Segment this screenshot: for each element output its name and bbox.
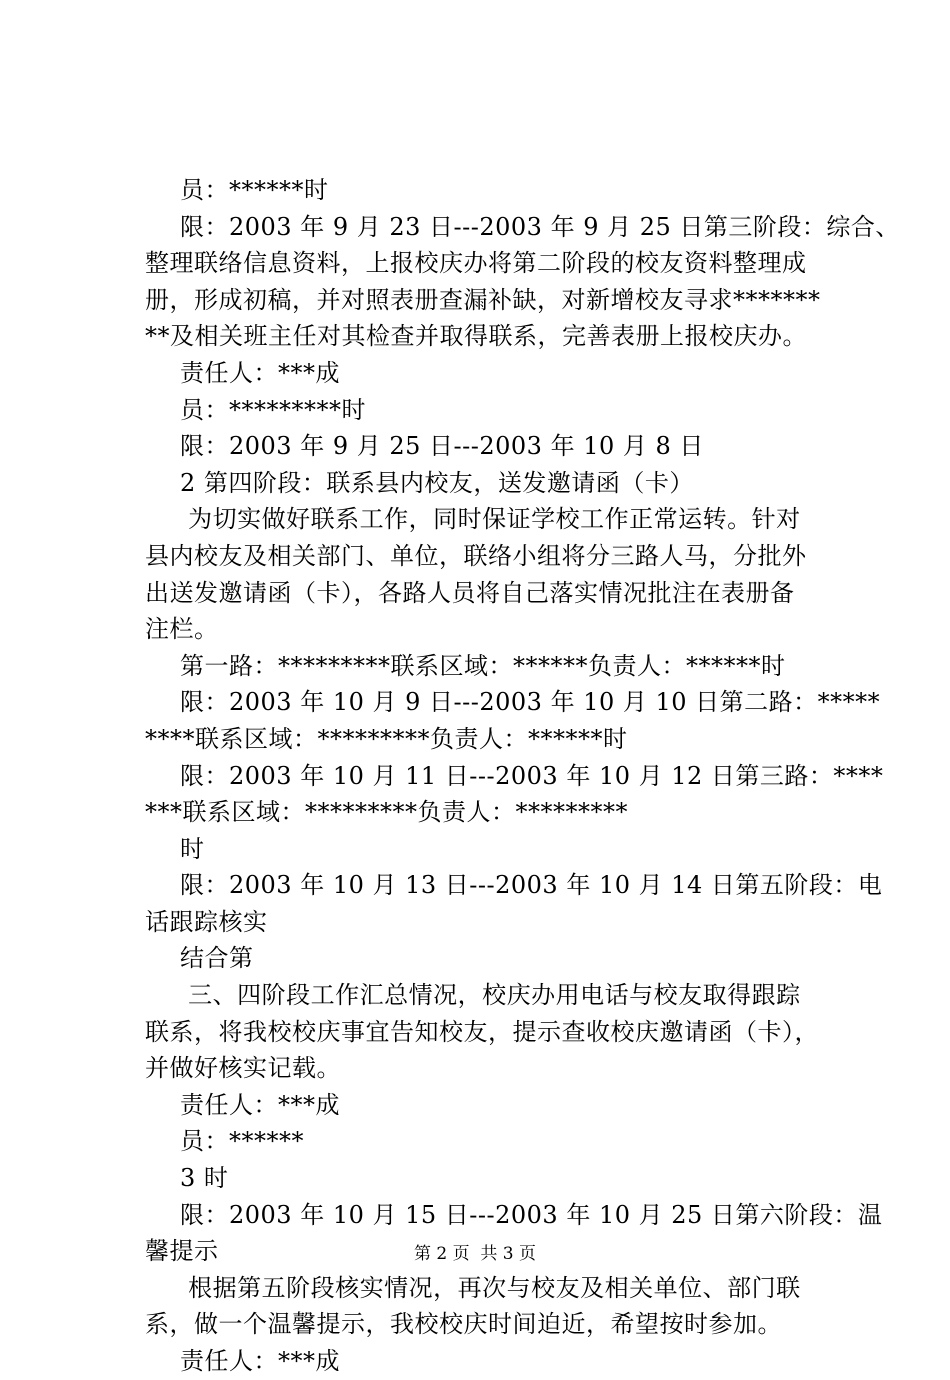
text-line: 员：****** xyxy=(180,1127,304,1156)
text-line: 时 xyxy=(180,834,205,863)
text-line: 限：2003 年 10 月 9 日---2003 年 10 月 10 日第二路：***** xyxy=(180,688,881,717)
text-line: 结合第 xyxy=(180,944,254,973)
text-line: 责任人：***成 xyxy=(180,1090,340,1119)
text-line: 联系，将我校校庆事宜告知校友，提示查收校庆邀请函（卡）， xyxy=(145,1017,819,1046)
text-line: 第一路：*********联系区域：******负责人：******时 xyxy=(180,651,786,680)
text-line: 为切实做好联系工作，同时保证学校工作正常运转。针对 xyxy=(180,505,801,534)
text-line: 责任人：***成 xyxy=(180,358,340,387)
text-line: ***联系区域：*********负责人：********* xyxy=(145,798,628,827)
text-line: 3 时 xyxy=(180,1164,229,1193)
text-line: 员：*********时 xyxy=(180,395,366,424)
text-line: 根据第五阶段核实情况，再次与校友及相关单位、部门联 xyxy=(180,1273,801,1302)
text-line: 限：2003 年 9 月 25 日---2003 年 10 月 8 日 xyxy=(180,432,704,461)
document-body xyxy=(145,172,900,1380)
text-line: 限：2003 年 10 月 13 日---2003 年 10 月 14 日第五阶段：电 xyxy=(180,871,883,900)
text-line: **及相关班主任对其检查并取得联系，完善表册上报校庆办。 xyxy=(145,322,807,351)
text-line: ****联系区域：*********负责人：******时 xyxy=(145,724,628,753)
text-line: 限：2003 年 10 月 15 日---2003 年 10 月 25 日第六阶段：温 xyxy=(180,1200,883,1229)
text-line: 员：******时 xyxy=(180,176,329,204)
text-line: 县内校友及相关部门、单位，联络小组将分三路人马，分批外 xyxy=(145,541,807,570)
text-line: 整理联络信息资料，上报校庆办将第二阶段的校友资料整理成 xyxy=(145,249,807,278)
text-line: 并做好核实记载。 xyxy=(145,1054,341,1083)
text-line: 册，形成初稿，并对照表册查漏补缺，对新增校友寻求******* xyxy=(145,285,821,314)
text-line: 限：2003 年 9 月 23 日---2003 年 9 月 25 日第三阶段：综合、 xyxy=(180,212,900,241)
text-line: 三、四阶段工作汇总情况，校庆办用电话与校友取得跟踪 xyxy=(180,981,801,1010)
text-line: 系，做一个温馨提示，我校校庆时间迫近，希望按时参加。 xyxy=(145,1310,782,1339)
text-line: 注栏。 xyxy=(145,615,219,644)
text-line: 2 第四阶段：联系县内校友，送发邀请函（卡） xyxy=(180,468,694,497)
text-line: 责任人：***成 xyxy=(180,1347,340,1375)
page-footer: 第 2 页 共 3 页 xyxy=(413,1244,537,1264)
text-line: 馨提示 xyxy=(145,1237,219,1266)
text-line: 出送发邀请函（卡），各路人员将自己落实情况批注在表册备 xyxy=(145,578,795,607)
text-line: 话跟踪核实 xyxy=(145,907,268,936)
text-line: 限：2003 年 10 月 11 日---2003 年 10 月 12 日第三路：**** xyxy=(180,761,884,790)
